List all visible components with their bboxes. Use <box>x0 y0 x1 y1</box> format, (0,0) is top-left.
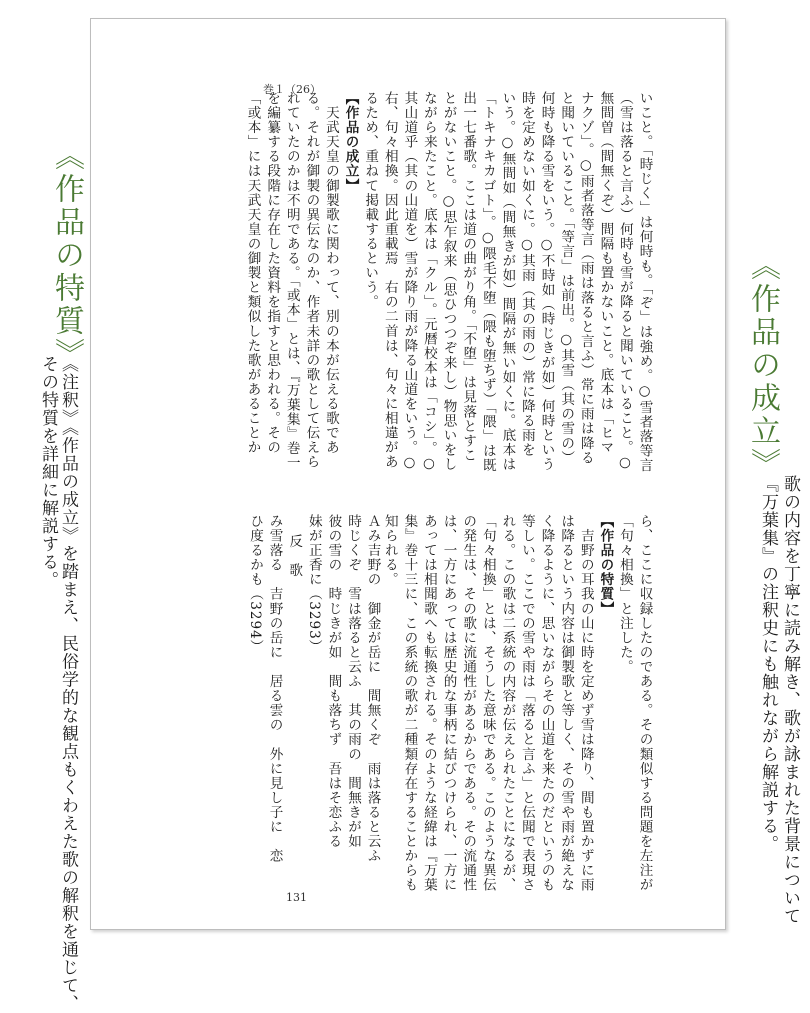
upper-line: とがないこと。○思乍叙来（思ひつつぞ来し）物思いをし <box>440 91 457 472</box>
poem-a-line: 妹が正香に（3293） <box>305 514 322 655</box>
lower-line: れる。この歌は二系統の内容が伝えられたことになるが、 <box>499 514 516 893</box>
right-margin-heading: 《作品の成立》 <box>745 250 780 481</box>
upper-line: いこと。「時じく」は何時も。「ぞ」は強め。○雪者落等言 <box>636 91 653 473</box>
upper-line: る。それが御製の異伝なのか、作者未詳の歌として伝えら <box>303 91 320 470</box>
lower-line: ら、ここに収録したのである。その類似する問題を左注が <box>636 514 653 893</box>
upper-line: いう。○無間如（間無きが如）間隔が無い如くに。底本は <box>499 91 516 472</box>
upper-line: 右、句々相換。因此重載焉 右の二首は、句々に相違があ <box>381 91 398 470</box>
upper-line: れていたのかは不明である。「或本」とは、『万葉集』巻一 <box>283 91 300 471</box>
upper-line: ナクゾ」。○雨者落等言（雨は落ると言ふ）常に雨は降る <box>577 91 594 465</box>
upper-line: 何時も降る雪をいう。○不時如（時じきが如）何時という <box>538 91 555 472</box>
lower-line: 「句々相換」と注した。 <box>616 514 633 675</box>
lower-line: く降るように、思いながらその山道を来たのだというのも <box>538 514 555 893</box>
left-margin-desc-2: その特質を詳細に解説する。 <box>38 355 58 589</box>
upper-line: 天武天皇の御製歌に関わって、別の本が伝える歌であ <box>322 91 339 455</box>
poem-a-line: 彼の雪の 時じきが如 間も落ちず 吾はそ恋ふる <box>325 514 342 849</box>
right-margin-desc-2: 『万葉集』の注釈史にも触れながら解説する。 <box>758 475 778 853</box>
running-head: 巻１（26） <box>263 83 321 96</box>
upper-line: 「トキナキカゴト」。○隈毛不堕（隈も堕ちず）「隈」は既 <box>479 91 496 473</box>
upper-line: 其山道乎（其の山道を）雪が降り雨が降る山道をいう。○ <box>401 91 418 472</box>
upper-line: 時を定めない如くに。○其雨（其の雨の）常に降る雨を <box>518 91 535 458</box>
upper-line: 無間曽（間無くぞ）間隔も置かないこと。底本は「ヒマ <box>597 91 614 455</box>
lower-line: は降るという内容は御製歌と等しく、その雪や雨が絶えな <box>558 514 575 893</box>
upper-line: るため、重ねて掲載するという。 <box>362 91 379 310</box>
book-page <box>90 18 726 930</box>
left-margin-desc-1: 《注釈》《作品の成立》を踏まえ、民俗学的な観点もくわえた歌の解釈を通じて、 <box>58 355 78 1013</box>
lower-line: 【作品の特質】 <box>597 514 614 616</box>
lower-line: 吉野の耳我の山に時を定めず雪は降り、間も置かずに雨 <box>577 514 594 893</box>
upper-line: 「或本」には天武天皇の御製と類似した歌があることか <box>244 91 261 455</box>
page-number: 131 <box>286 891 307 904</box>
poem-b-line: み雪落る 吉野の岳に 居る雲の 外に見し子に 恋 <box>266 514 283 864</box>
poem-a-line: Ａみ吉野の 御金が岳に 間無くぞ 雨は落ると云ふ <box>364 514 381 864</box>
left-margin-heading: 《作品の特質》 <box>49 140 84 371</box>
right-margin-desc-1: 歌の内容を丁寧に読み解き、歌が詠まれた背景について <box>780 475 800 925</box>
poem-b-line: ひ度るかも（3294） <box>247 514 263 655</box>
poem-a-line: 時じくぞ 雪は落ると云ふ 其の雨の 間無きが如 <box>345 514 361 849</box>
lower-line: 集』巻十三に、この系統の歌が二種類存在することからも <box>401 514 418 893</box>
lower-line: 知られる。 <box>381 514 398 587</box>
lower-line: の発生は、その歌に流通性があるからである。その流通性 <box>460 514 477 893</box>
lower-line: 「句々相換」とは、そうした意味である。このような異伝 <box>479 514 496 893</box>
upper-line: （雪は落ると言ふ）何時も雪が降ると聞いていること。○ <box>616 91 633 472</box>
poem-b-title: 反 歌 <box>286 534 303 578</box>
upper-line: と聞いていること。「等言」は前出。○其雪（其の雪の） <box>558 91 575 465</box>
upper-line: ながら来たこと。底本は「クル」。元暦校本は「コシ」。○ <box>420 91 437 473</box>
lower-line: は、一方にあっては歴史的な事柄に結びつけられ、一方に <box>440 514 457 893</box>
lower-line: あっては相聞歌へも転換される。そのような経緯は『万葉 <box>420 514 437 893</box>
upper-line: を編纂する段階に存在した資料を指すと思われる。その <box>264 91 281 455</box>
upper-line: 出一七番歌。ここは道の曲がり角。「不堕」は見落とすこ <box>460 91 477 463</box>
lower-line: 等しい。ここでの雪や雨は「落ると言ふ」と伝聞で表現さ <box>518 514 535 893</box>
upper-line: 【作品の成立】 <box>342 91 359 193</box>
